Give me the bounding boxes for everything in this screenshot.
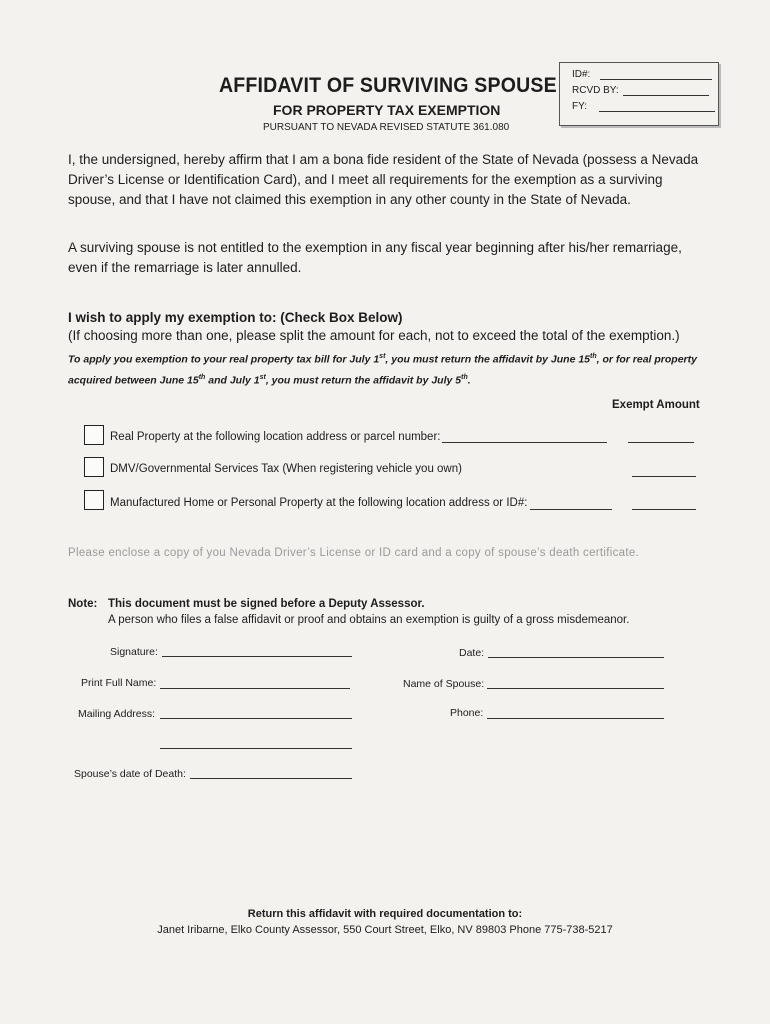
- mailing-address-label: Mailing Address:: [78, 708, 156, 720]
- real-property-address-field[interactable]: [442, 442, 607, 443]
- date-label: Date:: [459, 647, 485, 659]
- apply-heading: I wish to apply my exemption to: (Check Box Below): [68, 310, 403, 325]
- office-use-box: [559, 62, 719, 126]
- print-name-field[interactable]: [160, 688, 350, 689]
- spouse-name-label: Name of Spouse:: [403, 678, 485, 690]
- rcvd-by-label: RCVD BY:: [572, 85, 619, 96]
- note-signing-requirement: This document must be signed before a Deputy Assessor.: [108, 598, 425, 610]
- manufactured-home-address-field[interactable]: [530, 509, 612, 510]
- death-date-field[interactable]: [190, 778, 352, 779]
- remarriage-paragraph: A surviving spouse is not entitled to the exemption in any fiscal year beginning after his/her remarriage, even if the remarriage is later annulled.: [68, 240, 682, 275]
- dmv-tax-checkbox[interactable]: [84, 457, 104, 477]
- signature-label: Signature:: [110, 646, 158, 658]
- fy-field[interactable]: [599, 102, 715, 112]
- real-property-label: Real Property at the following location address or parcel number:: [110, 431, 441, 443]
- death-date-label: Spouse’s date of Death:: [74, 768, 186, 780]
- date-field[interactable]: [488, 657, 664, 658]
- dmv-tax-amount-field[interactable]: [632, 476, 696, 477]
- phone-label: Phone:: [450, 707, 484, 719]
- real-property-checkbox[interactable]: [84, 425, 104, 445]
- spouse-name-field[interactable]: [487, 688, 664, 689]
- phone-field[interactable]: [487, 718, 664, 719]
- manufactured-home-amount-field[interactable]: [632, 509, 696, 510]
- rcvd-by-field[interactable]: [623, 86, 709, 96]
- note-penalty-warning: A person who files a false affidavit or proof and obtains an exemption is guilty of a gross misdemeanor.: [108, 614, 630, 626]
- form-title: AFFIDAVIT OF SURVIVING SPOUSE: [219, 74, 557, 97]
- exempt-amount-header: Exempt Amount: [612, 399, 700, 411]
- dmv-tax-label: DMV/Governmental Services Tax (When registering vehicle you own): [110, 463, 462, 475]
- id-label: ID#:: [572, 69, 591, 80]
- filing-instructions: To apply you exemption to your real property tax bill for July 1st, you must return the affidavit by June 15th, or for real property acquired between June 15th and July 1st, you must return the affidavit by July 5th.: [68, 353, 697, 386]
- signature-field[interactable]: [162, 656, 352, 657]
- mailing-address-line-2-field[interactable]: [160, 748, 352, 749]
- note-label: Note:: [68, 598, 98, 610]
- apply-subheading: (If choosing more than one, please split the amount for each, not to exceed the total of the exemption.): [68, 328, 680, 343]
- id-field[interactable]: [600, 70, 712, 80]
- mailing-address-field[interactable]: [160, 718, 352, 719]
- print-name-label: Print Full Name:: [81, 677, 157, 689]
- statute-reference: PURSUANT TO NEVADA REVISED STATUTE 361.080: [263, 122, 510, 133]
- manufactured-home-checkbox[interactable]: [84, 490, 104, 510]
- return-heading: Return this affidavit with required documentation to:: [247, 908, 523, 920]
- enclosure-instructions: Please enclose a copy of you Nevada Driver’s License or ID card and a copy of spouse’s death certificate.: [68, 547, 640, 559]
- manufactured-home-label: Manufactured Home or Personal Property at the following location address or ID#:: [110, 497, 528, 509]
- form-subtitle: FOR PROPERTY TAX EXEMPTION: [273, 102, 501, 118]
- real-property-amount-field[interactable]: [628, 442, 694, 443]
- return-address: Janet Iribarne, Elko County Assessor, 550 Court Street, Elko, NV 89803 Phone 775-738-5217: [157, 924, 613, 936]
- affirmation-paragraph: I, the undersigned, hereby affirm that I am a bona fide resident of the State of Nevada (possess a Nevada Driver’s License or Identification Card), and I meet all requirements for the exemption as a surviving spouse, and that I have not claimed this exemption in any other county in the State of Nevada.: [68, 152, 699, 207]
- fy-label: FY:: [572, 101, 588, 112]
